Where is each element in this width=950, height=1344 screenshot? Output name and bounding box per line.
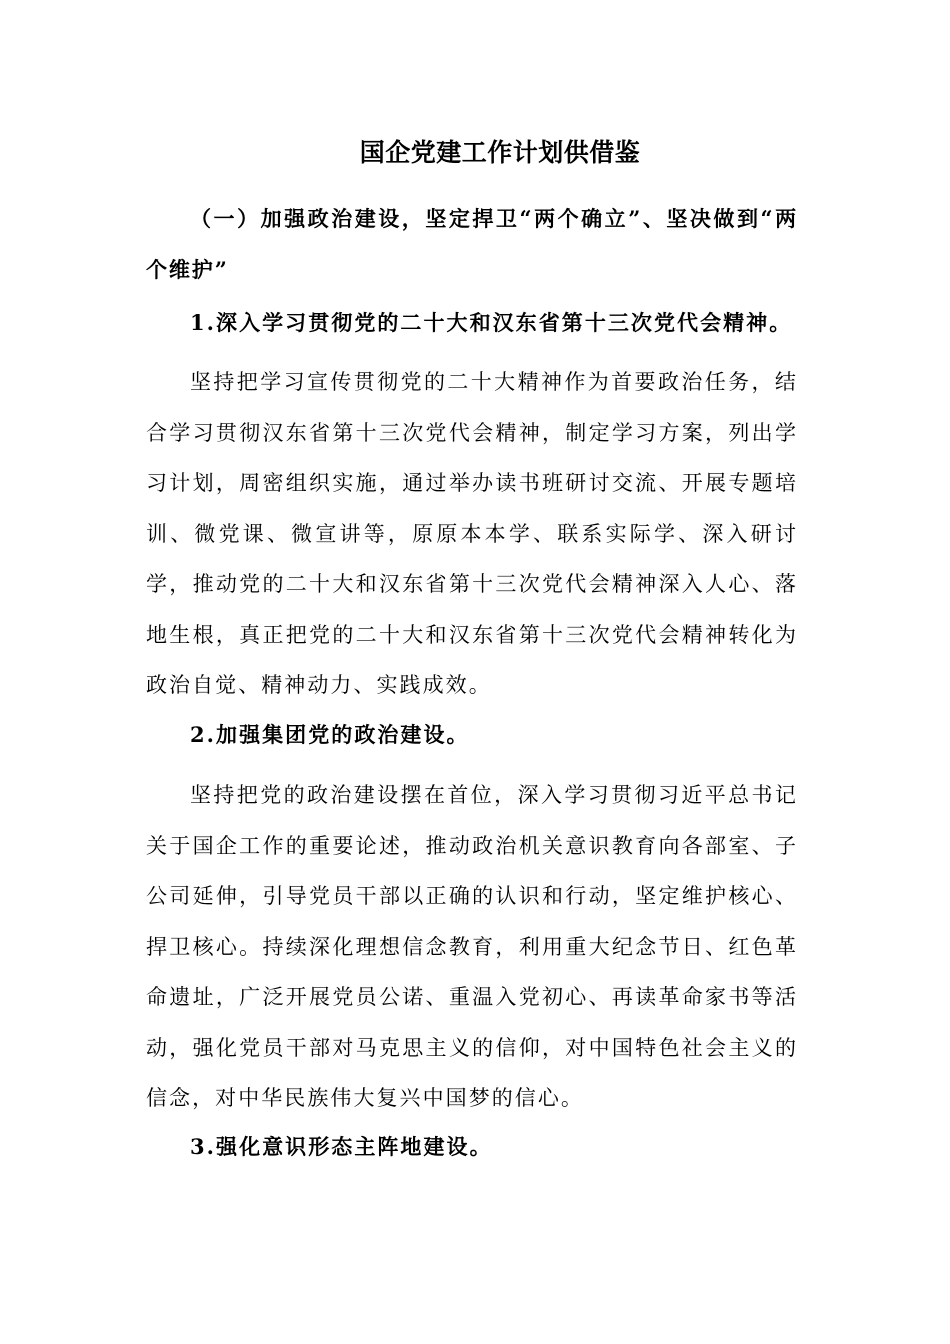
item-3-heading: 3.强化意识形态主阵地建设。	[190, 1134, 493, 1159]
document-title: 国企党建工作计划供借鉴	[359, 138, 641, 167]
section-heading: （一）加强政治建设，坚定捍卫“两个确立”、坚决做到“两个维护”	[146, 206, 798, 282]
item-2-paragraph: 坚持把党的政治建设摆在首位，深入学习贯彻习近平总书记关于国企工作的重要论述，推动政治机关意识教育向各部室、子公司延伸，引导党员干部以正确的认识和行动，坚定维护核心、捍卫核心。持续深化理想信念教育，利用重大纪念节日、红色革命遗址，广泛开展党员公诺、重温入党初心、再读革命家书等活动，强化党员干部对马克思主义的信仰，对中国特色社会主义的信念，对中华民族伟大复兴中国梦的信心。	[146, 783, 798, 1110]
item-1-paragraph: 坚持把学习宣传贯彻党的二十大精神作为首要政治任务，结合学习贯彻汉东省第十三次党代会精神，制定学习方案，列出学习计划，周密组织实施，通过举办读书班研讨交流、开展专题培训、微党课、微宣讲等，原原本本学、联系实际学、深入研讨学，推动党的二十大和汉东省第十三次党代会精神深入人心、落地生根，真正把党的二十大和汉东省第十三次党代会精神转化为政治自觉、精神动力、实践成效。	[146, 370, 798, 697]
item-2-heading: 2.加强集团党的政治建设。	[190, 722, 470, 747]
item-1-heading: 1.深入学习贯彻党的二十大和汉东省第十三次党代会精神。	[190, 310, 793, 335]
